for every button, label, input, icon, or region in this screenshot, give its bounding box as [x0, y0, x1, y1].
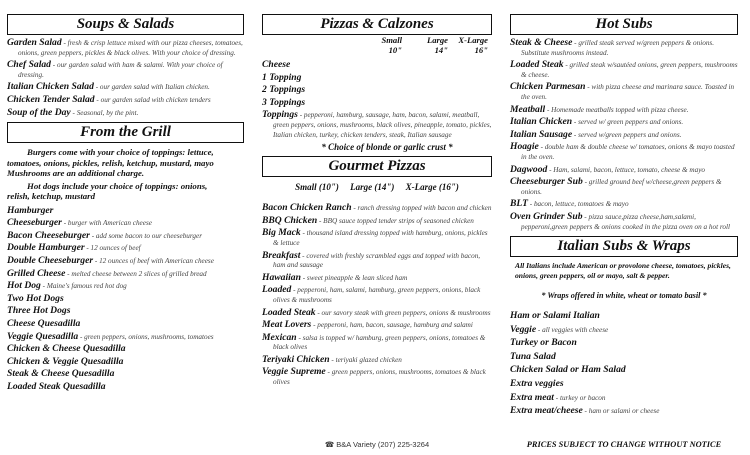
gourmet-sizes: Small (10") Large (14") X-Large (16") — [295, 182, 459, 193]
menu-item-name: Loaded Steak — [262, 306, 316, 318]
menu-item-name: Ham or Salami Italian — [510, 310, 600, 322]
menu-item-description: - green peppers, onions, mushrooms, tomatoes & black olives — [273, 368, 486, 387]
menu-item — [510, 165, 738, 175]
menu-item — [510, 338, 738, 348]
menu-item-description: - 12 ounces of beef — [84, 244, 141, 253]
menu-item-name: Chicken Parmesan — [510, 81, 586, 93]
menu-item — [7, 206, 244, 216]
menu-item-description: - served w/green peppers and onions. — [572, 130, 682, 139]
menu-item-name: Bacon Chicken Ranch — [262, 202, 352, 214]
menu-item — [262, 216, 492, 226]
menu-item — [7, 108, 244, 118]
menu-item-name: Veggie Quesadilla — [7, 330, 79, 342]
menu-item — [510, 130, 738, 140]
menu-item — [262, 98, 492, 108]
menu-item-description: - melted cheese between 2 slices of grilled bread — [65, 269, 207, 278]
menu-item-name: Two Hot Dogs — [7, 292, 64, 304]
menu-item-name: Tuna Salad — [510, 350, 556, 362]
menu-item-name: Loaded Steak — [510, 59, 564, 71]
menu-item — [510, 365, 738, 375]
menu-item — [7, 369, 244, 379]
menu-item-name: Hot Dog — [7, 280, 41, 292]
column-middle — [262, 14, 492, 450]
menu-item-name: Chicken & Veggie Quesadilla — [7, 355, 124, 367]
menu-item-description: - Homemade meatballs topped with pizza cheese. — [545, 105, 689, 114]
menu-item-name: Dagwood — [510, 163, 548, 175]
menu-item-name: Hawaiian — [262, 271, 301, 283]
menu-item — [7, 294, 244, 304]
menu-item-description: - green peppers, onions, mushrooms, tomatoes — [78, 332, 214, 341]
menu-item — [262, 355, 492, 365]
menu-item-name: 1 Topping — [262, 71, 302, 83]
menu-item-name: BLT — [510, 198, 528, 210]
menu-item-name: Loaded Steak Quesadilla — [7, 380, 106, 392]
menu-item-name: Cheeseburger — [7, 217, 62, 229]
menu-item-description: - salsa is topped w/ hamburg, green peppers, onions, tomatoes & black olives — [273, 333, 486, 352]
menu-item — [262, 308, 492, 318]
menu-item-name: Three Hot Dogs — [7, 305, 71, 317]
menu-item-name: Veggie — [510, 323, 537, 335]
menu-item-name: Chef Salad — [7, 59, 51, 71]
menu-item-name: Italian Sausage — [510, 128, 573, 140]
menu-item-description: - 12 ounces of beef with American cheese — [93, 257, 214, 266]
size-small: Small 10" — [381, 35, 402, 55]
menu-item-name: Meatball — [510, 103, 546, 115]
menu-item-name: Loaded — [262, 284, 292, 296]
menu-item — [510, 142, 738, 161]
prices-note: PRICES SUBJECT TO CHANGE WITHOUT NOTICE — [526, 440, 722, 449]
menu-item — [262, 203, 492, 213]
menu-item — [7, 306, 244, 316]
menu-item — [7, 281, 244, 291]
column-left — [7, 14, 244, 450]
menu-item — [262, 367, 492, 386]
grill-list — [7, 206, 244, 395]
menu-item — [7, 38, 244, 57]
menu-item — [262, 228, 492, 247]
italian-header: Italian Subs & Wraps — [510, 236, 738, 257]
menu-item-description: - fresh & crisp lettuce mixed with our pizza cheeses, tomatoes, onions, green peppers, pickles & black olives. With your choice of dressing. — [18, 39, 243, 57]
grill-hotdogs-intro: Hot dogs include your choice of toppings: onions, relish, ketchup, mustard — [7, 180, 208, 202]
menu-item-name: BBQ Chicken — [262, 214, 318, 226]
menu-item-name: 2 Toppings — [262, 84, 306, 96]
menu-item-description: - turkey or bacon — [553, 393, 606, 402]
grill-burgers-intro: Burgers come with your choice of toppings: lettuce, tomatoes, onions, pickles, relish, ketchup, mustard, mayo Mushrooms are an additional charge. — [7, 147, 214, 179]
menu-item-description: - teriyaki glazed chicken — [329, 355, 402, 364]
menu-item-name: Chicken Salad or Ham Salad — [510, 364, 626, 376]
menu-item — [262, 320, 492, 330]
menu-item-name: Hamburger — [7, 204, 54, 216]
menu-item — [7, 95, 244, 105]
menu-item — [262, 251, 492, 270]
soups-salads-header: Soups & Salads — [7, 14, 244, 35]
menu-item-name: Steak & Cheese — [510, 37, 573, 48]
menu-item-name: Big Mack — [262, 227, 301, 239]
hot-subs-header: Hot Subs — [510, 14, 738, 35]
grill-header: From the Grill — [7, 122, 244, 143]
wraps-note: * Wraps offered in white, wheat or tomato basil * — [541, 291, 707, 301]
menu-item — [510, 212, 738, 231]
menu-item — [510, 177, 738, 196]
menu-item — [7, 218, 244, 228]
menu-item-name: Extra veggies — [510, 378, 564, 390]
menu-item — [7, 382, 244, 392]
menu-item-description: - served w/ green peppers and onions. — [572, 118, 684, 127]
menu-item — [510, 311, 738, 321]
menu-item-name: Chicken Tender Salad — [7, 93, 95, 105]
menu-item — [510, 406, 738, 416]
menu-item — [510, 199, 738, 209]
crust-note: * Choice of blonde or garlic crust * — [321, 142, 453, 153]
menu-item-name: Extra meat/cheese — [510, 405, 583, 417]
menu-item-name: Toppings — [262, 109, 298, 121]
menu-item-name: 3 Toppings — [262, 96, 306, 108]
menu-item-description: - bacon, lettuce, tomatoes & mayo — [527, 200, 629, 209]
menu-item — [510, 38, 738, 57]
menu-item-name: Double Cheeseburger — [7, 255, 94, 267]
menu-item — [7, 319, 244, 329]
menu-item-name: Double Hamburger — [7, 242, 85, 254]
hot-subs-list — [510, 38, 738, 234]
menu-item-name: Breakfast — [262, 249, 301, 261]
menu-item — [510, 82, 738, 101]
menu-item-description: - sweet pineapple & lean sliced ham — [300, 273, 408, 282]
menu-item-description: - pepperoni, ham, bacon, sausage, hamburg and salami — [311, 321, 473, 330]
menu-item-description: - BBQ sauce topped tender strips of seasoned chicken — [317, 216, 474, 225]
menu-item — [7, 332, 244, 342]
menu-item-name: Meat Lovers — [262, 319, 312, 331]
gourmet-header: Gourmet Pizzas — [262, 156, 492, 177]
italian-intro: All Italians include American or provolone cheese, tomatoes, pickles, onions, green peppers, oil or mayo, salt & pepper. — [515, 261, 731, 280]
size-large: Large 14" — [426, 35, 448, 55]
menu-item-description: - pizza sauce,pizza cheese,ham,salami, pepperoni,green peppers & onions cooked in the pizza oven on a hot roll — [521, 212, 731, 231]
menu-item — [7, 269, 244, 279]
menu-item — [7, 357, 244, 367]
menu-item — [262, 285, 492, 304]
menu-item — [7, 231, 244, 241]
menu-item — [510, 352, 738, 362]
phone-number: ☎ B&A Variety (207) 225-3264 — [324, 440, 430, 449]
menu-item-description: - with pizza cheese and marinara sauce. Toasted in the oven. — [521, 83, 735, 101]
menu-item-name: Teriyaki Chicken — [262, 353, 330, 365]
menu-item-description: - grilled steak w/sautéed onions, green peppers, mushrooms & cheese. — [521, 61, 738, 79]
menu-item — [262, 110, 492, 139]
menu-item-name: Chicken & Cheese Quesadilla — [7, 343, 126, 355]
menu-item-name: Garden Salad — [7, 37, 62, 48]
column-right — [510, 14, 738, 450]
menu-item-description: - double ham & double cheese w/ tomatoes, onions & mayo toasted in the oven. — [521, 143, 735, 161]
menu-item-name: Hoagie — [510, 141, 539, 153]
menu-item — [510, 60, 738, 79]
menu-item — [262, 273, 492, 283]
menu-item-description: - add some bacon to our cheeseburger — [89, 231, 203, 240]
menu-item-description: - ham or salami or cheese — [582, 407, 660, 416]
menu-item — [510, 105, 738, 115]
menu-item-name: Cheeseburger Sub — [510, 176, 583, 188]
menu-item-description: - Ham, salami, bacon, lettuce, tomato, cheese & mayo — [547, 165, 706, 174]
menu-item-description: - thousand island dressing topped with hamburg, onions, pickles & lettuce — [273, 229, 488, 247]
menu-item-description: - Seasonal, by the pint. — [70, 108, 139, 117]
menu-item-name: Oven Grinder Sub — [510, 210, 583, 222]
menu-item-description: - ranch dressing topped with bacon and chicken — [351, 204, 492, 213]
menu-item — [510, 325, 738, 335]
menu-item-description: - grilled ground beef w/cheese,green peppers & onions. — [521, 178, 722, 196]
menu-item-description: - our garden salad with Italian chicken. — [93, 83, 210, 92]
menu-item-name: Italian Chicken — [510, 116, 573, 128]
pizzas-header: Pizzas & Calzones — [262, 14, 492, 35]
menu-item-description: - pepperoni, ham, salami, hamburg, green peppers, onions, black olives & mushrooms — [273, 286, 481, 304]
menu-item-name: Italian Chicken Salad — [7, 81, 94, 93]
menu-item-description: - covered with freshly scrambled eggs and topped with bacon, ham and sausage — [273, 251, 481, 270]
menu-item-name: Steak & Cheese Quesadilla — [7, 368, 115, 380]
menu-item — [262, 333, 492, 352]
menu-item — [510, 379, 738, 389]
menu-item — [7, 82, 244, 92]
menu-item-name: Turkey or Bacon — [510, 337, 577, 349]
menu-item-name: Cheese — [262, 59, 291, 70]
menu-item-name: Extra meat — [510, 391, 554, 403]
gourmet-list — [262, 203, 492, 390]
menu-item — [7, 243, 244, 253]
menu-item — [7, 256, 244, 266]
menu-item — [510, 393, 738, 403]
menu-item — [7, 344, 244, 354]
menu-item-description: - our savory steak with green peppers, onions & mushrooms — [315, 308, 491, 317]
menu-item — [262, 60, 492, 70]
menu-item-description: - all veggies with cheese — [536, 325, 609, 334]
pizzas-list — [262, 60, 492, 142]
menu-item-name: Bacon Cheeseburger — [7, 229, 90, 241]
italian-list — [510, 311, 738, 420]
menu-item — [262, 85, 492, 95]
menu-item — [7, 60, 244, 79]
menu-item-description: - pepperoni, hamburg, sausage, ham, bacon, salami, meatball, green peppers, onions, mushrooms, black olives, pineapple, tomato, pickles, Italian chicken, turkey, chicken tenders, steak, Italian sausage — [273, 111, 492, 139]
menu-item-description: - Maine's famous red hot dog — [40, 282, 127, 291]
menu-item-name: Veggie Supreme — [262, 366, 326, 378]
soups-list — [7, 38, 244, 120]
menu-item-name: Soup of the Day — [7, 106, 71, 118]
pizza-sizes-row — [262, 36, 492, 57]
menu-item — [262, 73, 492, 83]
size-xlarge: X-Large 16" — [458, 35, 488, 55]
menu-item-name: Mexican — [262, 331, 297, 343]
menu-item-description: - burger with American cheese — [61, 219, 152, 228]
menu-item-description: - grilled steak served w/green peppers & onions. Substitute mushrooms instead. — [521, 39, 715, 57]
menu-item-description: - our garden salad with ham & salami. With your choice of dressing. — [18, 61, 223, 79]
menu-item-name: Grilled Cheese — [7, 267, 66, 279]
menu-item-description: - our garden salad with chicken tenders — [94, 95, 211, 104]
menu-item — [510, 117, 738, 127]
menu-item-name: Cheese Quesadilla — [7, 318, 81, 329]
